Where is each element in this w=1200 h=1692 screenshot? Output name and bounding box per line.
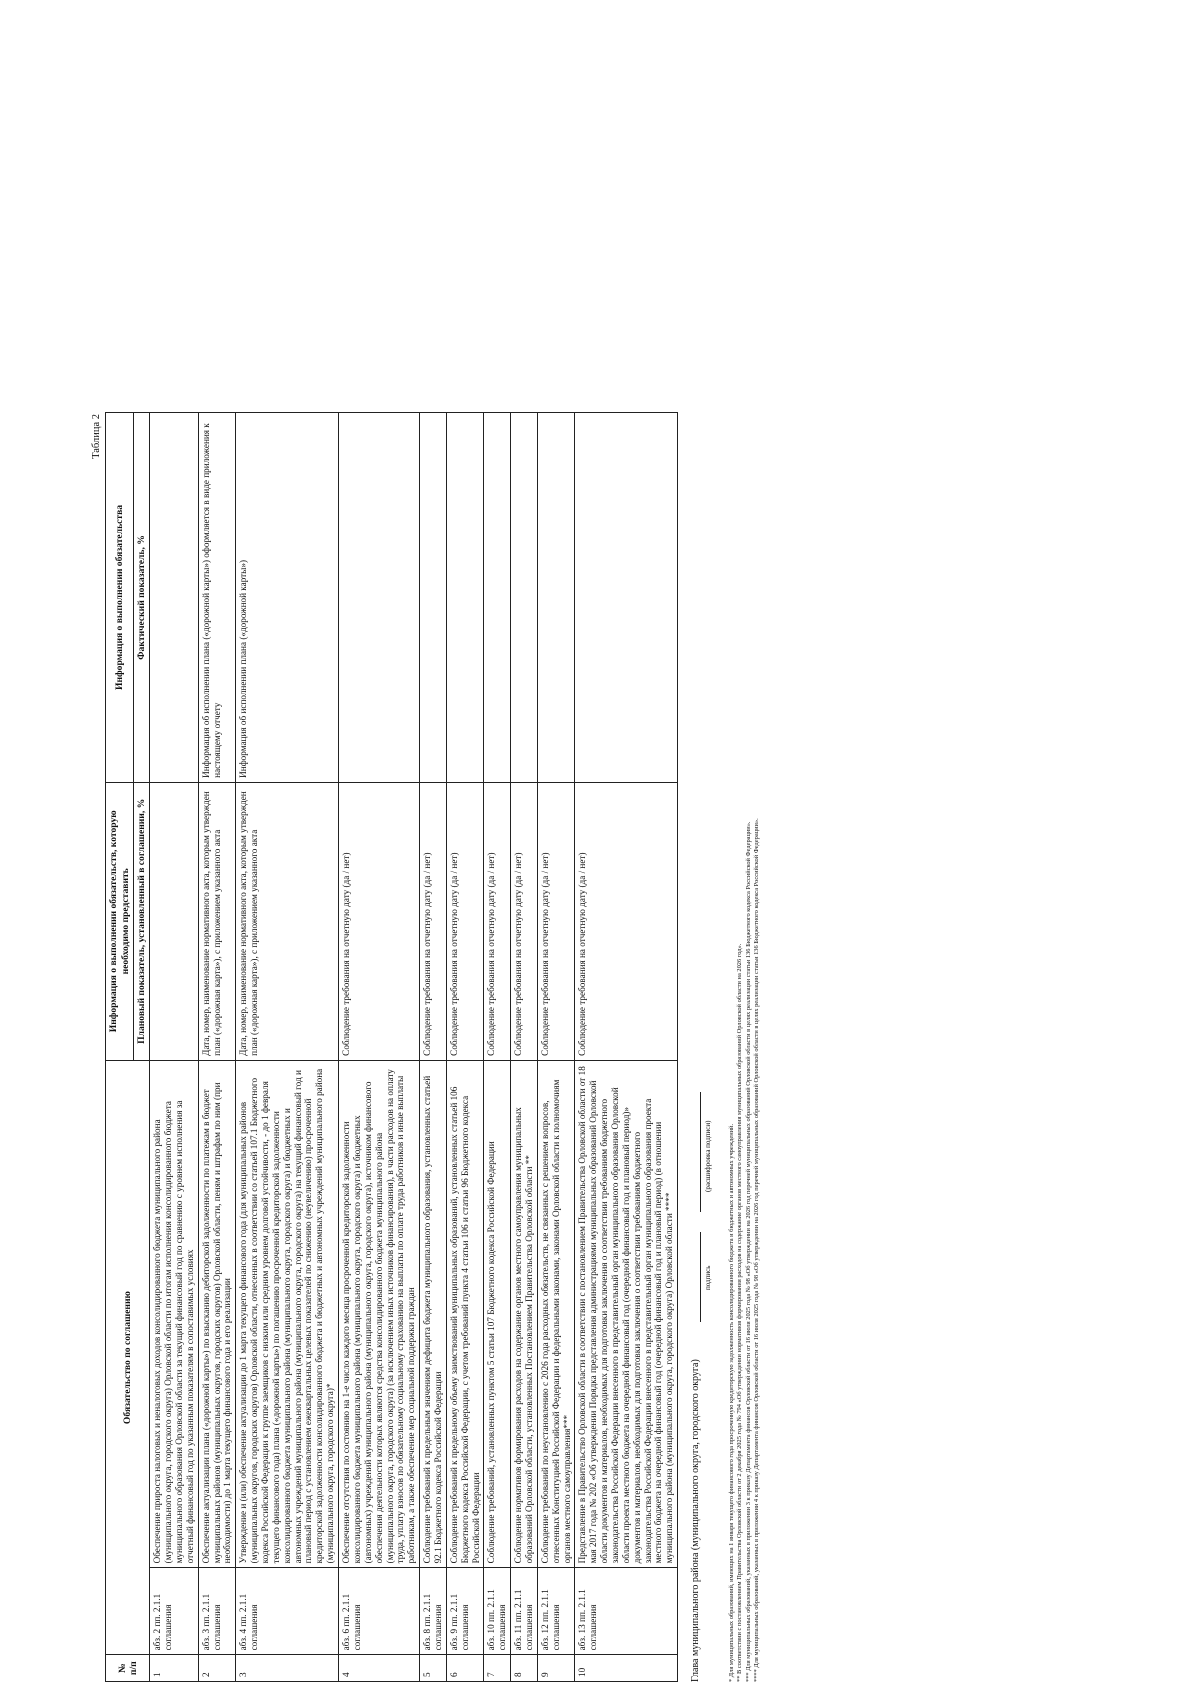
row-number: 5 [420, 1655, 447, 1682]
table-row [575, 413, 678, 1682]
table-row [537, 413, 575, 1682]
row-number: 2 [198, 1655, 236, 1682]
agreement-reference: абз. 9 пп. 2.1.1 соглашения [446, 1568, 484, 1655]
obligation-text: Соблюдение нормативов формирования расходов на содержание органов местного самоуправления муниципальных образований Орловской области, установленных Постановлением Правительства Орловской области ** [511, 1060, 538, 1568]
signature-block [690, 412, 726, 1682]
signature-line [700, 1232, 701, 1322]
agreement-reference: абз. 2 пп. 2.1.1 соглашения [150, 1568, 198, 1655]
header-planned: Плановый показатель, установленный в соглашении, % [134, 782, 150, 1060]
actual-indicator: Информация об исполнении плана («дорожной карты») оформляется в виде приложения к настоящему отчету [198, 413, 236, 783]
table-body [150, 413, 678, 1682]
table-row [484, 413, 511, 1682]
agreement-reference: абз. 13 пп. 2.1.1 соглашения [575, 1568, 678, 1655]
actual-indicator [511, 413, 538, 783]
row-number: 6 [446, 1655, 484, 1682]
agreement-reference: абз. 8 пп. 2.1.1 соглашения [420, 1568, 447, 1655]
planned-indicator: Дата, номер, наименование нормативного акта, которым утвержден план («дорожная карта»), с приложением указанного акта [236, 782, 339, 1060]
agreement-reference: абз. 6 пп. 2.1.1 соглашения [339, 1568, 420, 1655]
planned-indicator: Соблюдение требования на отчетную дату (да / нет) [511, 782, 538, 1060]
actual-indicator: Информация об исполнении плана («дорожной карты») [236, 413, 339, 783]
planned-indicator: Соблюдение требования на отчетную дату (да / нет) [575, 782, 678, 1060]
obligation-text: Соблюдение требований к предельному объему заимствований муниципальных образований, установленных статьей 106 Бюджетного кодекса Российской Федерации, с учетом требований пункта 4 статьи 106 и статьи 96 Бюджетного кодекса Российской Федерации [446, 1060, 484, 1568]
agreement-reference: абз. 11 пп. 2.1.1 соглашения [511, 1568, 538, 1655]
obligation-text: Утверждение и (или) обеспечение актуализации до 1 марта текущего финансового года (для муниципальных районов (муниципальных округов, городских округов) Орловской области, отнесенных в соответствии со статьей 107.1 Бюджетного кодекса Российской Федерации к группе заемщиков с низким или средним уровнем долговой устойчивости, - до 1 февраля текущего финансового года) плана («дорожной карты») по погашению просроченной кредиторской задолженности консолидированного бюджета муниципального района (муниципального округа, городского округа) и бюджетных и автономных учреждений муниципального района (муниципального округа, городского округа) на текущий финансовый год и плановый период с установлением ежеквартальных целевых показателей по снижению (неувеличению) просроченной кредиторской задолженности консолидированного бюджета и бюджетных и автономных учреждений муниципального района (муниципального округа, городского округа)* [236, 1060, 339, 1568]
obligation-text: Соблюдение требований, установленных пунктом 5 статьи 107 Бюджетного кодекса Российской Федерации [484, 1060, 511, 1568]
row-number: 9 [537, 1655, 575, 1682]
footnote: * Для муниципальных образований, имеющих на 1 января текущего финансового года просроченную кредиторскую задолженность консолидированного бюджета и бюджетных и автономных учреждений. [728, 1123, 736, 1682]
obligation-text: Обеспечение прироста налоговых и неналоговых доходов консолидированного бюджета муниципального района (муниципального округа, городского округа) Орловской области по итогам исполнения консолидированного бюджета муниципального образования Орловской области за текущий финансовый год по сравнению с уровнем исполнения за отчетный финансовый год по указанным показателям в сопоставимых условиях [150, 1060, 198, 1568]
footnote: ** В соответствии с постановлением Правительства Орловской области от 2 декабря 2025 года № 794 «Об утверждении нормативов формирования расходов на содержание органов местного самоуправления муниципальных образований Орловской области на 2026 год». [736, 943, 744, 1682]
table-row [236, 413, 339, 1682]
header-information-group: Информация о выполнении обязательства [106, 413, 134, 783]
obligation-text: Соблюдение требований к предельным значениям дефицита бюджета муниципального образования, установленных статьей 92.1 Бюджетного кодекса Российской Федерации [420, 1060, 447, 1568]
row-number: 3 [236, 1655, 339, 1682]
row-number: 4 [339, 1655, 420, 1682]
planned-indicator: Соблюдение требования на отчетную дату (да / нет) [420, 782, 447, 1060]
signature-caption: подпись [704, 1265, 713, 1290]
table-row [511, 413, 538, 1682]
agreement-reference: абз. 12 пп. 2.1.1 соглашения [537, 1568, 575, 1655]
planned-indicator [150, 782, 198, 1060]
table-row [150, 413, 198, 1682]
row-number: 1 [150, 1655, 198, 1682]
agreement-reference: абз. 10 пп. 2.1.1 соглашения [484, 1568, 511, 1655]
row-number: 7 [484, 1655, 511, 1682]
header-performance-group: Информация о выполнении обязательств, которую необходимо представить [106, 782, 134, 1060]
table-label: Таблица 2 [91, 414, 102, 459]
row-number: 10 [575, 1655, 678, 1682]
obligations-table [105, 412, 678, 1682]
table-row [339, 413, 420, 1682]
obligation-text: Обеспечение актуализации плана («дорожной карты») по взысканию дебиторской задолженности по платежам в бюджет муниципальных районов (муниципальных округов, городских округов) Орловской области, пеням и штрафам по ним (при необходимости) до 1 марта текущего финансового года и его реализации [198, 1060, 236, 1568]
obligation-text: Соблюдение требований по неустановлению с 2026 года расходных обязательств, не связанных с решением вопросов, отнесенных Конституцией Российской Федерации и федеральными законами, законами Орловской области к полномочиям органов местного самоуправления*** [537, 1060, 575, 1568]
actual-indicator [537, 413, 575, 783]
footnote: *** Для муниципальных образований, указанных в приложении 3 к приказу Департамента финансов Орловской области от 16 июля 2025 года № 98 «Об утверждении на 2026 год перечней муниципальных образований Орловской области в целях реализации статьи 136 Бюджетного кодекса Российской Федерации». [744, 821, 752, 1682]
head-label: Глава муниципального района (муниципального округа, городского округа) [690, 1359, 702, 1682]
actual-indicator [150, 413, 198, 783]
obligation-text: Обеспечение отсутствия по состоянию на 1-е число каждого месяца просроченной кредиторской задолженности консолидированного бюджета муниципального района (муниципального округа, городского округа) и бюджетных (автономных) учреждений муниципального района (муниципального округа, городского округа), источником финансового обеспечения деятельности которых являются средства консолидированного бюджета муниципального района (муниципального округа, городского округа) (за исключением иных источников финансирования), в части расходов на оплату труда, уплату взносов по обязательному социальному страхованию на выплаты по оплате труда работников и иные выплаты работникам, а также обеспечение мер социальной поддержки граждан [339, 1060, 420, 1568]
decode-caption: (расшифровка подписи) [704, 1120, 713, 1192]
actual-indicator [420, 413, 447, 783]
table-row [446, 413, 484, 1682]
table-row [420, 413, 447, 1682]
agreement-reference: абз. 4 пп. 2.1.1 соглашения [236, 1568, 339, 1655]
rotated-document-page [85, 402, 1130, 1692]
obligation-text: Представление в Правительство Орловской области в соответствии с постановлением Правительства Орловской области от 18 мая 2017 года № 202 «Об утверждении Порядка представления администрациями муниципальных образований Орловской области документов и материалов, необходимых для подготовки заключения о соответствии требованиям бюджетного законодательства Российской Федерации внесенного в представительный орган муниципального образования Орловской области проекта местного бюджета на очередной финансовый год (очередной финансовый год и плановый период)» документов и материалов, необходимых для подготовки заключения о соответствии требованиям бюджетного законодательства Российской Федерации внесенного в представительный орган муниципального образования проекта местного бюджета на очередной финансовый год (очередной финансовый год и плановый период) (в отношении муниципального района (муниципального округа, городского округа) Орловской области **** [575, 1060, 678, 1568]
planned-indicator: Соблюдение требования на отчетную дату (да / нет) [484, 782, 511, 1060]
footnote: **** Для муниципальных образований, указанных в приложении 4 к приказу Департамента финансов Орловской области от 16 июля 2025 года № 98 «Об утверждении на 2026 год перечней муниципальных образований Орловской области в целях реализации статьи 136 Бюджетного кодекса Российской Федерации». [753, 818, 761, 1682]
header-num: № п/п [106, 1655, 150, 1682]
signature-decode-line [700, 1092, 701, 1212]
row-number: 8 [511, 1655, 538, 1682]
header-row-1 [106, 413, 134, 1682]
agreement-reference: абз. 3 пп. 2.1.1 соглашения [198, 1568, 236, 1655]
planned-indicator: Соблюдение требования на отчетную дату (да / нет) [446, 782, 484, 1060]
planned-indicator: Соблюдение требования на отчетную дату (да / нет) [537, 782, 575, 1060]
actual-indicator [339, 413, 420, 783]
planned-indicator: Дата, номер, наименование нормативного акта, которым утвержден план («дорожная карта»), с приложением указанного акта [198, 782, 236, 1060]
table-row [198, 413, 236, 1682]
actual-indicator [484, 413, 511, 783]
footnotes [728, 412, 761, 1682]
header-actual: Фактический показатель, % [134, 413, 150, 783]
planned-indicator: Соблюдение требования на отчетную дату (да / нет) [339, 782, 420, 1060]
actual-indicator [446, 413, 484, 783]
actual-indicator [575, 413, 678, 783]
header-obligation: Обязательство по соглашению [106, 1060, 150, 1655]
